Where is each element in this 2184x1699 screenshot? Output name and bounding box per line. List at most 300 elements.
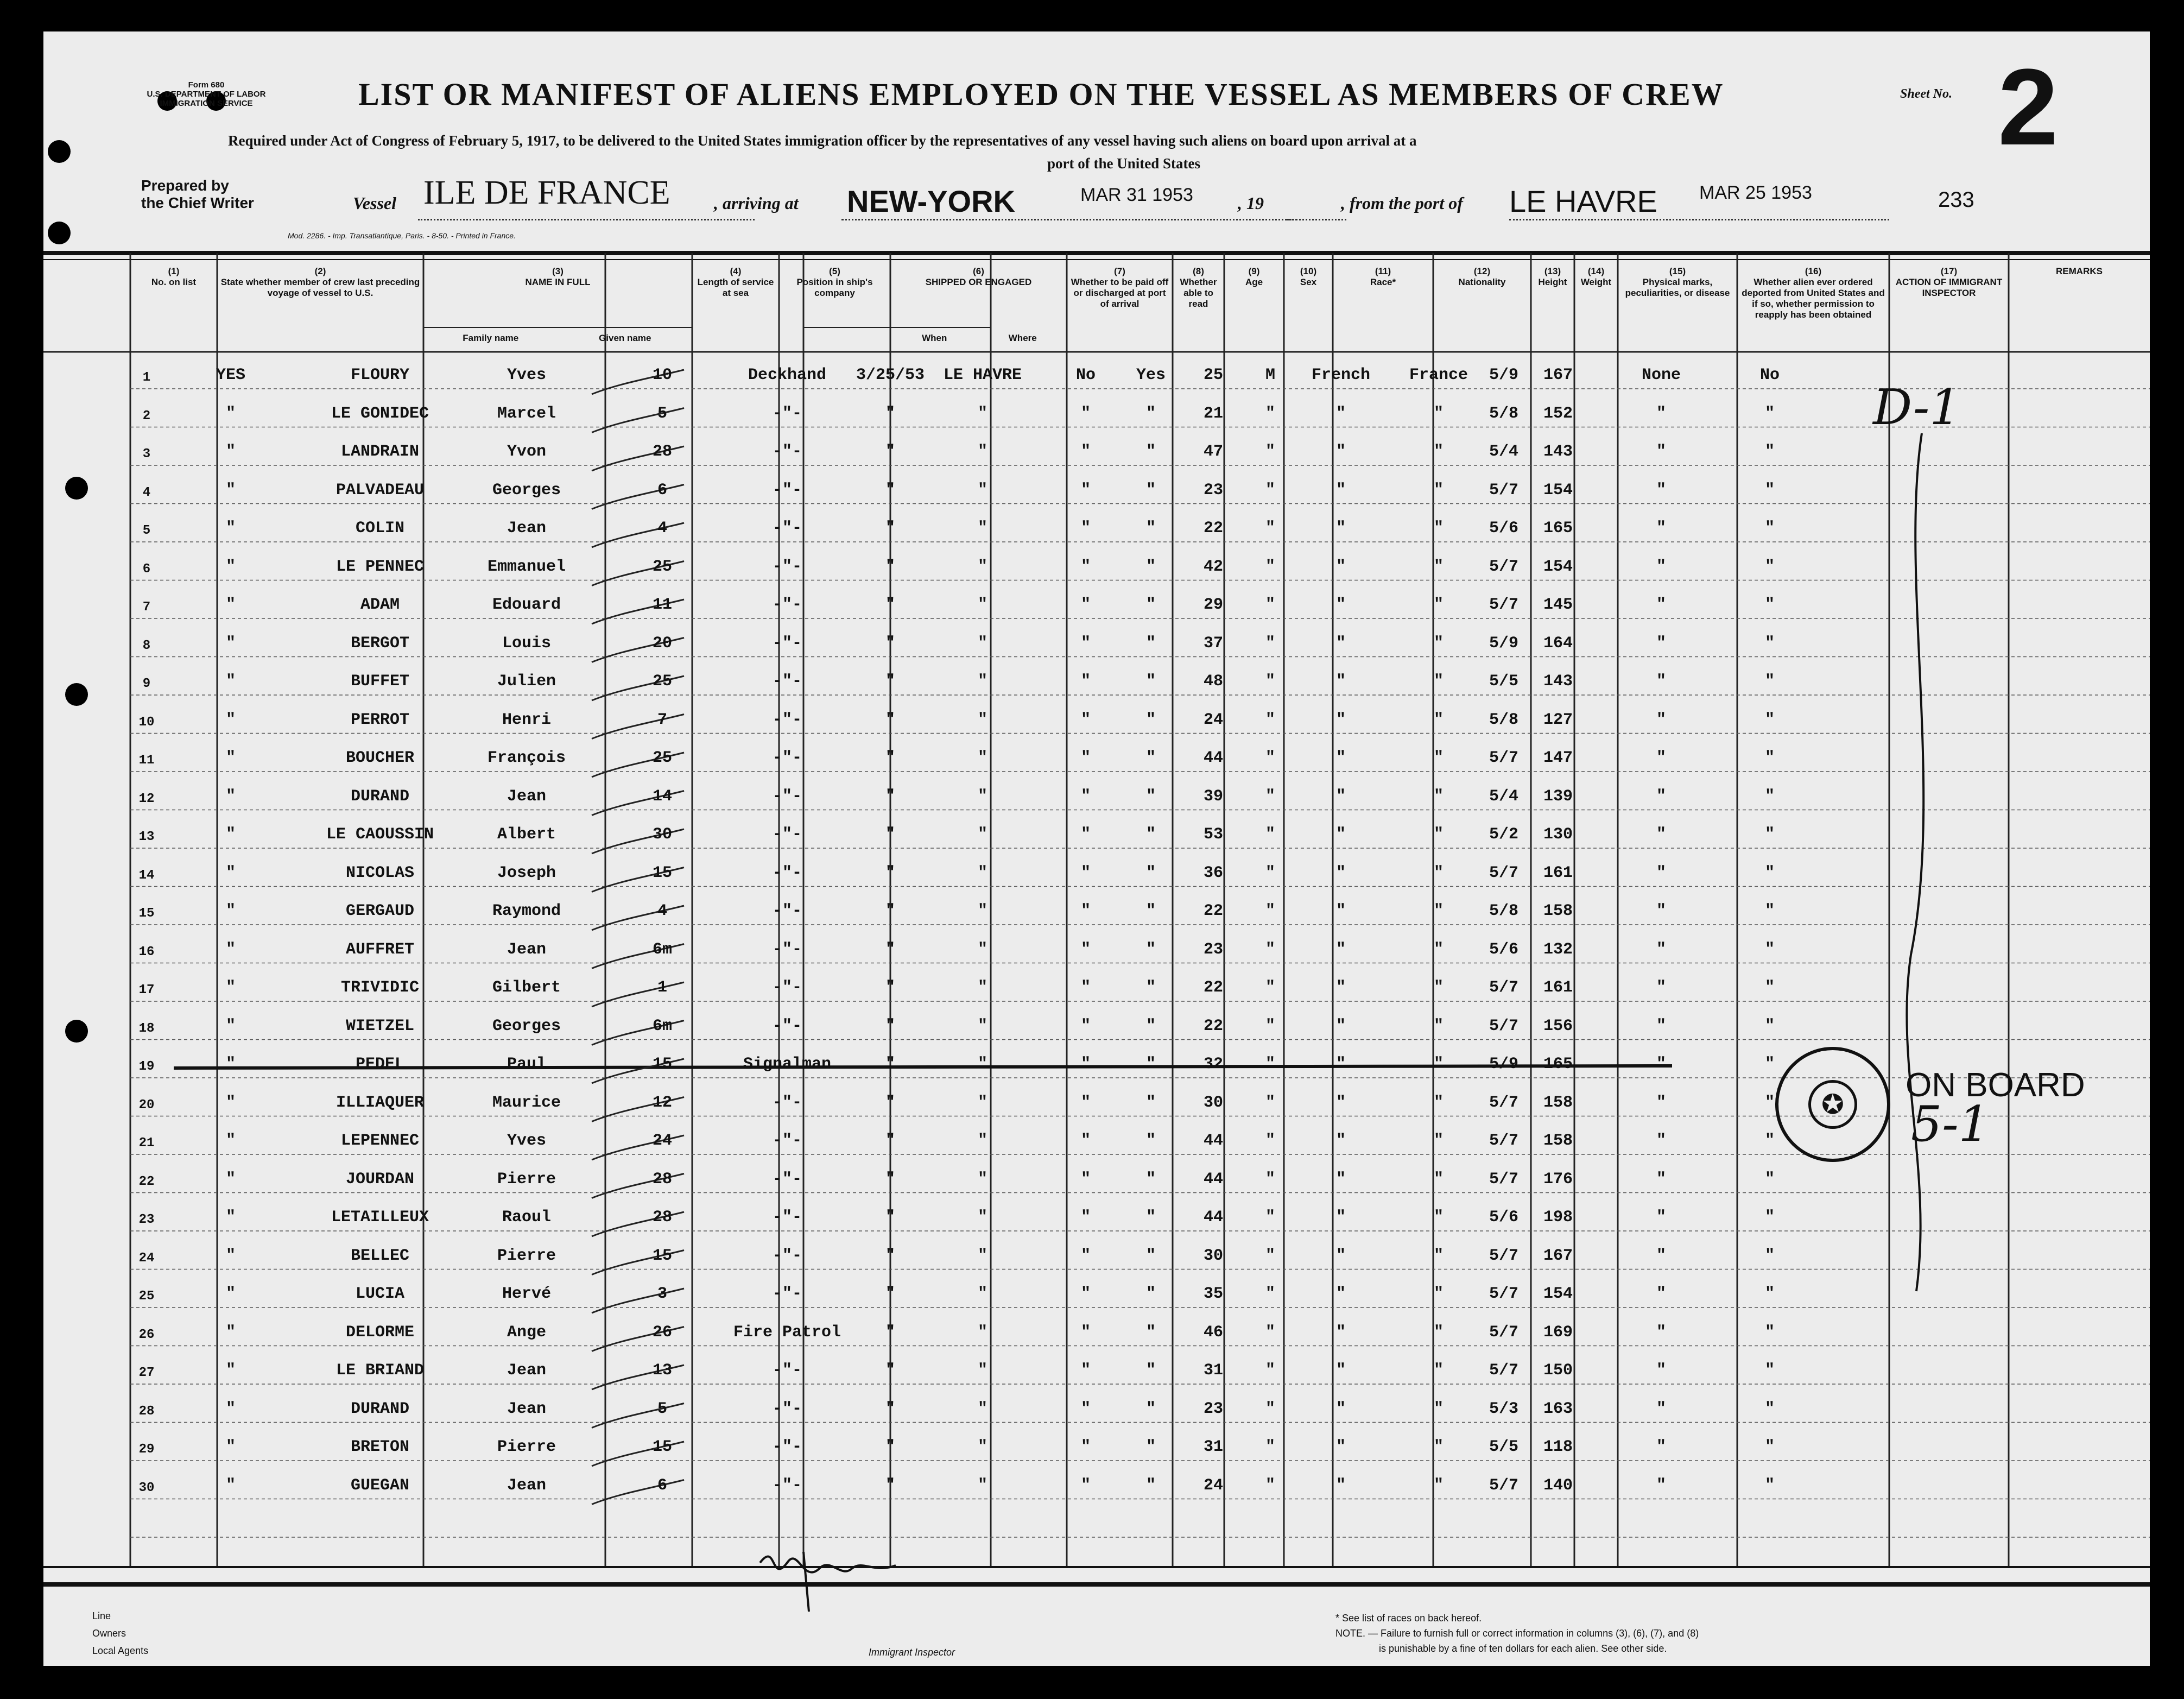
column-header-7 xyxy=(1067,266,1173,310)
cell-height: 5/5 xyxy=(1489,672,1518,691)
cell-where: " xyxy=(977,1476,987,1495)
cell-no: 4 xyxy=(142,485,151,500)
cell-service: 24 xyxy=(652,1132,672,1150)
cell-sex: " xyxy=(1265,634,1275,653)
cell-age: 47 xyxy=(1203,443,1223,461)
cell-service: 25 xyxy=(652,749,672,767)
arrival-port: NEW-YORK xyxy=(847,184,1015,218)
cell-height: 5/7 xyxy=(1489,1323,1518,1342)
cell-given: Georges xyxy=(492,481,561,500)
cell-race: " xyxy=(1335,634,1346,653)
cell-family: JOURDAN xyxy=(345,1170,415,1189)
immigrant-inspector-label: Immigrant Inspector xyxy=(869,1647,955,1658)
from-port-label: , from the port of xyxy=(1341,193,1463,213)
on-board-stamp: ON BOARD xyxy=(1906,1066,2085,1104)
cell-service: 20 xyxy=(652,634,672,653)
cell-height: 5/7 xyxy=(1489,978,1518,997)
cell-family: NICOLAS xyxy=(345,863,415,882)
cell-service: 25 xyxy=(652,672,672,691)
cell-deported: " xyxy=(1764,404,1775,423)
cell-nat: " xyxy=(1433,1132,1444,1150)
cell-position: -"- xyxy=(772,1208,802,1227)
cell-given: Emmanuel xyxy=(487,557,566,576)
cell-prev: " xyxy=(225,710,236,729)
column-label: ACTION OF IMMIGRANT INSPECTOR xyxy=(1895,277,2003,298)
cell-height: 5/6 xyxy=(1489,940,1518,959)
column-label: Whether to be paid off or discharged at port of arrival xyxy=(1071,277,1169,309)
cell-nat: " xyxy=(1433,1208,1444,1227)
cell-when: " xyxy=(885,1132,895,1150)
cell-weight: 139 xyxy=(1543,787,1573,806)
column-header-13 xyxy=(1531,266,1574,288)
cell-height: 5/8 xyxy=(1489,902,1518,920)
cell-age: 30 xyxy=(1203,1246,1223,1265)
cell-sex: " xyxy=(1265,1285,1275,1303)
cell-given: Jean xyxy=(507,787,546,806)
cell-marks: " xyxy=(1656,1399,1666,1418)
cell-marks: " xyxy=(1656,940,1666,959)
cell-no: 18 xyxy=(138,1021,155,1036)
subtitle-line1: Required under Act of Congress of February 5, 1917, to be delivered to the United States immigration officer by the representatives of any vessel having such aliens on board upon arrival at a xyxy=(228,132,1417,149)
cell-where: " xyxy=(977,519,987,538)
cell-age: 46 xyxy=(1203,1323,1223,1342)
cell-position: -"- xyxy=(772,863,802,882)
cell-prev: " xyxy=(225,634,236,653)
cell-service: 13 xyxy=(652,1361,672,1380)
cell-no: 26 xyxy=(138,1327,155,1342)
cell-sex: " xyxy=(1265,1438,1275,1456)
cell-sex: " xyxy=(1265,863,1275,882)
cell-marks: " xyxy=(1656,1208,1666,1227)
column-label: Whether alien ever ordered deported from United States and if so, whether permission to reapply has been obtained xyxy=(1742,277,1885,320)
cell-weight: 163 xyxy=(1543,1399,1573,1418)
cell-paid: " xyxy=(1080,710,1091,729)
cell-paid: " xyxy=(1080,519,1091,538)
column-label: Height xyxy=(1538,277,1567,287)
cell-deported: " xyxy=(1764,557,1775,576)
cell-marks: " xyxy=(1656,1016,1666,1035)
cell-service: 4 xyxy=(657,519,667,538)
cell-service: 6 xyxy=(657,1476,667,1495)
cell-where: " xyxy=(977,1285,987,1303)
consulate-seal xyxy=(1775,1047,1890,1162)
cell-deported: " xyxy=(1764,1476,1775,1495)
cell-sex: " xyxy=(1265,404,1275,423)
cell-paid: " xyxy=(1080,481,1091,500)
cell-no: 23 xyxy=(138,1212,155,1227)
cell-sex: " xyxy=(1265,710,1275,729)
cell-family: LANDRAIN xyxy=(340,443,420,461)
cell-sex: " xyxy=(1265,1016,1275,1035)
cell-prev: " xyxy=(225,519,236,538)
cell-family: BOUCHER xyxy=(345,749,415,767)
cell-deported: " xyxy=(1764,749,1775,767)
cell-prev: " xyxy=(225,1476,236,1495)
cell-family: BUFFET xyxy=(350,672,410,691)
cell-weight: 152 xyxy=(1543,404,1573,423)
cell-sex: " xyxy=(1265,1361,1275,1380)
cell-no: 17 xyxy=(138,983,155,997)
cell-age: 23 xyxy=(1203,481,1223,500)
cell-prev: " xyxy=(225,557,236,576)
cell-age: 24 xyxy=(1203,710,1223,729)
cell-no: 14 xyxy=(138,868,155,883)
cell-prev: " xyxy=(225,481,236,500)
cell-family: LUCIA xyxy=(355,1285,404,1303)
cell-given: Jean xyxy=(507,519,546,538)
cell-position: -"- xyxy=(772,1399,802,1418)
cell-where: " xyxy=(977,902,987,920)
column-number: (5) xyxy=(829,266,840,276)
cell-weight: 156 xyxy=(1543,1016,1573,1035)
cell-given: Jean xyxy=(507,1361,546,1380)
cell-no: 5 xyxy=(142,523,151,538)
cell-sex: " xyxy=(1265,672,1275,691)
column-label: NAME IN FULL xyxy=(525,277,591,287)
cell-read: " xyxy=(1145,557,1156,576)
cell-race: " xyxy=(1335,672,1346,691)
cell-family: WIETZEL xyxy=(345,1016,415,1035)
cell-marks: " xyxy=(1656,519,1666,538)
eagle-icon: ✪ xyxy=(1808,1080,1857,1129)
cell-where: LE HAVRE xyxy=(943,366,1022,384)
cell-sex: " xyxy=(1265,481,1275,500)
cell-weight: 167 xyxy=(1543,366,1573,384)
column-header-3 xyxy=(423,266,692,288)
cell-when: " xyxy=(885,519,895,538)
cell-marks: " xyxy=(1656,863,1666,882)
cell-prev: " xyxy=(225,825,236,844)
departure-port: LE HAVRE xyxy=(1509,184,1657,218)
column-label: Length of service at sea xyxy=(697,277,774,298)
cell-age: 24 xyxy=(1203,1476,1223,1495)
column-number: (16) xyxy=(1805,266,1822,276)
cell-read: " xyxy=(1145,1208,1156,1227)
cell-position: -"- xyxy=(772,1246,802,1265)
cell-sex: " xyxy=(1265,1093,1275,1112)
cell-weight: 127 xyxy=(1543,710,1573,729)
column-number: (9) xyxy=(1248,266,1260,276)
cell-marks: " xyxy=(1656,443,1666,461)
cell-prev: " xyxy=(225,940,236,959)
cell-deported: " xyxy=(1764,672,1775,691)
cell-weight: 161 xyxy=(1543,863,1573,882)
cell-weight: 165 xyxy=(1543,519,1573,538)
cell-where: " xyxy=(977,404,987,423)
column-number: (10) xyxy=(1300,266,1317,276)
column-label: SHIPPED OR ENGAGED xyxy=(925,277,1032,287)
cell-paid: " xyxy=(1080,863,1091,882)
cell-prev: " xyxy=(225,1323,236,1342)
cell-prev: " xyxy=(225,672,236,691)
cell-height: 5/5 xyxy=(1489,1438,1518,1456)
cell-read: Yes xyxy=(1136,366,1166,384)
cell-where: " xyxy=(977,634,987,653)
cell-read: " xyxy=(1145,749,1156,767)
cell-read: " xyxy=(1145,710,1156,729)
cell-weight: 154 xyxy=(1543,1285,1573,1303)
cell-read: " xyxy=(1145,1476,1156,1495)
cell-nat: " xyxy=(1433,902,1444,920)
cell-when: " xyxy=(885,749,895,767)
cell-service: 30 xyxy=(652,825,672,844)
cell-when: " xyxy=(885,557,895,576)
cell-age: 48 xyxy=(1203,672,1223,691)
cell-race: " xyxy=(1335,596,1346,614)
cell-paid: No xyxy=(1075,366,1096,384)
cell-sex: " xyxy=(1265,1132,1275,1150)
cell-age: 22 xyxy=(1203,902,1223,920)
cell-paid: " xyxy=(1080,634,1091,653)
cell-paid: " xyxy=(1080,787,1091,806)
cell-paid: " xyxy=(1080,596,1091,614)
cell-no: 6 xyxy=(142,561,151,577)
department: U.S. DEPARTMENT OF LABOR xyxy=(147,90,266,99)
footer-owners-label: Owners xyxy=(92,1628,126,1639)
cell-prev: " xyxy=(225,1361,236,1380)
column-label: Weight xyxy=(1580,277,1612,287)
column-label: Physical marks, peculiarities, or disease xyxy=(1625,277,1730,298)
cell-service: 14 xyxy=(652,787,672,806)
cell-race: " xyxy=(1335,1476,1346,1495)
cell-race: " xyxy=(1335,443,1346,461)
cell-paid: " xyxy=(1080,1476,1091,1495)
cell-paid: " xyxy=(1080,940,1091,959)
cell-weight: 143 xyxy=(1543,672,1573,691)
cell-deported: " xyxy=(1764,1246,1775,1265)
cell-position: -"- xyxy=(772,404,802,423)
cell-when: " xyxy=(885,1055,895,1073)
cell-deported: " xyxy=(1764,1170,1775,1189)
column-header-16 xyxy=(1737,266,1889,320)
column-header-10 xyxy=(1284,266,1333,288)
cell-when: " xyxy=(885,863,895,882)
cell-weight: 198 xyxy=(1543,1208,1573,1227)
cell-read: " xyxy=(1145,940,1156,959)
cell-sex: " xyxy=(1265,1246,1275,1265)
column-header-2 xyxy=(217,266,423,299)
cell-no: 11 xyxy=(138,753,155,768)
cell-where: " xyxy=(977,1399,987,1418)
cell-sex: " xyxy=(1265,1399,1275,1418)
cell-nat: " xyxy=(1433,1438,1444,1456)
cell-sex: M xyxy=(1265,366,1275,384)
cell-nat: " xyxy=(1433,787,1444,806)
cell-nat: " xyxy=(1433,710,1444,729)
cell-position: -"- xyxy=(772,1476,802,1495)
page-title: LIST OR MANIFEST OF ALIENS EMPLOYED ON THE VESSEL AS MEMBERS OF CREW xyxy=(358,77,1724,112)
cell-service: 4 xyxy=(657,902,667,920)
cell-family: PERROT xyxy=(350,710,410,729)
cell-prev: " xyxy=(225,787,236,806)
cell-marks: None xyxy=(1641,366,1681,384)
cell-position: -"- xyxy=(772,557,802,576)
cell-when: " xyxy=(885,1438,895,1456)
cell-read: " xyxy=(1145,1016,1156,1035)
cell-read: " xyxy=(1145,443,1156,461)
cell-nat: " xyxy=(1433,978,1444,997)
column-header-4 xyxy=(692,266,779,299)
cell-marks: " xyxy=(1656,404,1666,423)
cell-race: French xyxy=(1311,366,1371,384)
cell-weight: 176 xyxy=(1543,1170,1573,1189)
cell-when: " xyxy=(885,902,895,920)
cell-deported: " xyxy=(1764,1016,1775,1035)
cell-height: 5/7 xyxy=(1489,749,1518,767)
cell-paid: " xyxy=(1080,1170,1091,1189)
cell-paid: " xyxy=(1080,1093,1091,1112)
cell-read: " xyxy=(1145,672,1156,691)
cell-nat: " xyxy=(1433,519,1444,538)
cell-race: " xyxy=(1335,481,1346,500)
cell-service: 26 xyxy=(652,1323,672,1342)
cell-given: Ange xyxy=(507,1323,546,1342)
cell-family: LEPENNEC xyxy=(340,1132,420,1150)
cell-position: Deckhand xyxy=(748,366,827,384)
cell-family: PALVADEAU xyxy=(335,481,425,500)
cell-marks: " xyxy=(1656,481,1666,500)
cell-race: " xyxy=(1335,940,1346,959)
cell-service: 15 xyxy=(652,863,672,882)
cell-no: 19 xyxy=(138,1059,155,1074)
cell-read: " xyxy=(1145,1361,1156,1380)
cell-no: 16 xyxy=(138,944,155,959)
cell-given: Louis xyxy=(502,634,551,653)
printer-line: Mod. 2286. - Imp. Transatlantique, Paris. - 8-50. - Printed in France. xyxy=(288,231,516,240)
cell-prev: " xyxy=(225,1208,236,1227)
cell-nat: " xyxy=(1433,596,1444,614)
column-header-12 xyxy=(1433,266,1531,288)
cell-family: LE GONIDEC xyxy=(331,404,429,423)
cell-age: 42 xyxy=(1203,557,1223,576)
cell-weight: 150 xyxy=(1543,1361,1573,1380)
cell-where: " xyxy=(977,825,987,844)
cell-service: 28 xyxy=(652,1170,672,1189)
cell-family: TRIVIDIC xyxy=(340,978,420,997)
cell-height: 5/2 xyxy=(1489,825,1518,844)
column-number: (17) xyxy=(1940,266,1958,276)
cell-paid: " xyxy=(1080,1055,1091,1073)
cell-position: -"- xyxy=(772,1438,802,1456)
cell-family: BELLEC xyxy=(350,1246,410,1265)
cell-read: " xyxy=(1145,519,1156,538)
cell-when: " xyxy=(885,1246,895,1265)
cell-prev: " xyxy=(225,749,236,767)
cell-read: " xyxy=(1145,1438,1156,1456)
cell-sex: " xyxy=(1265,1055,1275,1073)
cell-position: -"- xyxy=(772,1016,802,1035)
cell-height: 5/9 xyxy=(1489,1055,1518,1073)
cell-deported: " xyxy=(1764,1285,1775,1303)
cell-prev: " xyxy=(225,404,236,423)
cell-where: " xyxy=(977,1323,987,1342)
cell-nat: " xyxy=(1433,481,1444,500)
cell-no: 12 xyxy=(138,791,155,806)
cell-race: " xyxy=(1335,1208,1346,1227)
cell-given: Pierre xyxy=(497,1246,556,1265)
cell-height: 5/7 xyxy=(1489,1476,1518,1495)
cell-when: " xyxy=(885,825,895,844)
cell-race: " xyxy=(1335,825,1346,844)
cell-marks: " xyxy=(1656,1361,1666,1380)
cell-no: 20 xyxy=(138,1097,155,1113)
cell-race: " xyxy=(1335,1438,1346,1456)
cell-weight: 158 xyxy=(1543,1132,1573,1150)
action-mark: D-1 xyxy=(1873,379,1961,436)
cell-marks: " xyxy=(1656,710,1666,729)
cell-race: " xyxy=(1335,404,1346,423)
cell-no: 3 xyxy=(142,447,151,462)
column-header-15 xyxy=(1618,266,1737,299)
cell-marks: " xyxy=(1656,596,1666,614)
column-label: State whether member of crew last preceding voyage of vessel to U.S. xyxy=(220,277,420,298)
cell-age: 23 xyxy=(1203,940,1223,959)
cell-no: 9 xyxy=(142,677,151,691)
cell-deported: " xyxy=(1764,1093,1775,1112)
cell-age: 39 xyxy=(1203,787,1223,806)
cell-position: -"- xyxy=(772,1093,802,1112)
cell-where: " xyxy=(977,1361,987,1380)
column-label: REMARKS xyxy=(2056,266,2103,276)
cell-service: 28 xyxy=(652,443,672,461)
cell-age: 44 xyxy=(1203,1132,1223,1150)
cell-position: -"- xyxy=(772,519,802,538)
cell-age: 23 xyxy=(1203,1399,1223,1418)
cell-when: " xyxy=(885,1170,895,1189)
cell-given: Jean xyxy=(507,1399,546,1418)
cell-deported: " xyxy=(1764,1399,1775,1418)
column-label: Race* xyxy=(1370,277,1396,287)
cell-service: 15 xyxy=(652,1055,672,1073)
cell-no: 24 xyxy=(138,1250,155,1266)
cell-given: Edouard xyxy=(492,596,561,614)
note-fine-1: NOTE. — Failure to furnish full or correct information in columns (3), (6), (7), and (8) xyxy=(1335,1628,1699,1639)
cell-family: LETAILLEUX xyxy=(331,1208,429,1227)
column-header-6 xyxy=(890,266,1067,288)
cell-deported: " xyxy=(1764,1208,1775,1227)
cell-sex: " xyxy=(1265,1476,1275,1495)
column-number: (12) xyxy=(1473,266,1491,276)
cell-race: " xyxy=(1335,1055,1346,1073)
cell-prev: " xyxy=(225,863,236,882)
cell-paid: " xyxy=(1080,1132,1091,1150)
cell-weight: 167 xyxy=(1543,1246,1573,1265)
cell-paid: " xyxy=(1080,1399,1091,1418)
cell-sex: " xyxy=(1265,1208,1275,1227)
cell-deported: " xyxy=(1764,710,1775,729)
cell-when: " xyxy=(885,1016,895,1035)
cell-where: " xyxy=(977,863,987,882)
cell-nat: " xyxy=(1433,1093,1444,1112)
cell-deported: No xyxy=(1759,366,1780,384)
cell-when: " xyxy=(885,443,895,461)
cell-service: 11 xyxy=(652,596,672,614)
cell-marks: " xyxy=(1656,1132,1666,1150)
cell-position: -"- xyxy=(772,1132,802,1150)
cell-given: Jean xyxy=(507,940,546,959)
cell-when: " xyxy=(885,672,895,691)
cell-service: 15 xyxy=(652,1246,672,1265)
cell-when: " xyxy=(885,978,895,997)
cell-height: 5/7 xyxy=(1489,1132,1518,1150)
cell-weight: 130 xyxy=(1543,825,1573,844)
cell-no: 1 xyxy=(142,370,151,385)
vessel-name: ILE DE FRANCE xyxy=(423,174,670,211)
cell-read: " xyxy=(1145,1170,1156,1189)
cell-when: " xyxy=(885,1208,895,1227)
cell-family: AUFFRET xyxy=(345,940,415,959)
cell-deported: " xyxy=(1764,596,1775,614)
